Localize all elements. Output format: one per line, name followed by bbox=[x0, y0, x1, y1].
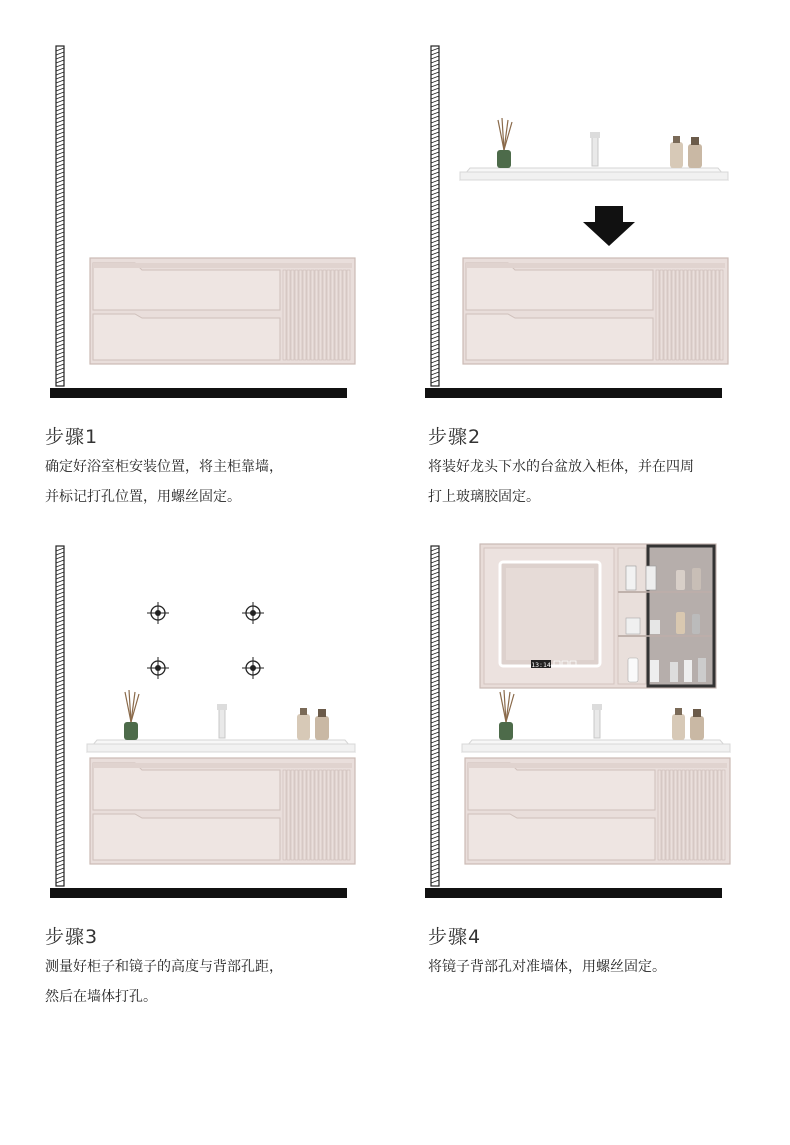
step-2-title: 步骤2 bbox=[428, 426, 482, 448]
cabinet-icon bbox=[463, 258, 728, 364]
cabinet-icon bbox=[90, 258, 355, 364]
step-1-line-1: 确定好浴室柜安装位置，将主柜靠墙， bbox=[45, 459, 283, 475]
step-2-description bbox=[428, 452, 694, 512]
wall-icon bbox=[56, 546, 64, 886]
wall-icon bbox=[56, 46, 64, 386]
step-1-panel bbox=[45, 40, 385, 510]
wall-icon bbox=[431, 46, 439, 386]
countertop-basin-icon bbox=[460, 118, 728, 180]
step-3-title: 步骤3 bbox=[45, 926, 99, 948]
step-4-panel bbox=[420, 540, 760, 1010]
wall-icon bbox=[431, 546, 439, 886]
floor-icon bbox=[50, 888, 347, 898]
step-2-line-1: 将装好龙头下水的台盆放入柜体，并在四周 bbox=[428, 459, 694, 475]
step-2-line-2: 打上玻璃胶固定。 bbox=[428, 489, 540, 505]
mirror-cabinet-icon bbox=[480, 544, 716, 688]
mirror-clock-text: 13:14 bbox=[531, 661, 551, 669]
step-1-line-2: 并标记打孔位置，用螺丝固定。 bbox=[45, 489, 241, 505]
drill-mark-icon bbox=[242, 602, 264, 624]
step-3-line-1: 测量好柜子和镜子的高度与背部孔距， bbox=[45, 959, 283, 975]
step-3-description bbox=[45, 952, 283, 1012]
step-4-line-1: 将镜子背部孔对准墙体，用螺丝固定。 bbox=[428, 959, 666, 975]
step-4-description bbox=[428, 952, 666, 982]
drill-mark-icon bbox=[147, 657, 169, 679]
countertop-basin-icon bbox=[87, 690, 355, 752]
step-1-title: 步骤1 bbox=[45, 426, 99, 448]
floor-icon bbox=[425, 888, 722, 898]
down-arrow-icon bbox=[583, 206, 635, 246]
step-3-panel bbox=[45, 540, 385, 1010]
step-4-title: 步骤4 bbox=[428, 926, 482, 948]
drill-mark-icon bbox=[147, 602, 169, 624]
floor-icon bbox=[50, 388, 347, 398]
cabinet-icon bbox=[90, 758, 355, 864]
step-1-description bbox=[45, 452, 283, 512]
countertop-basin-icon bbox=[462, 690, 730, 752]
floor-icon bbox=[425, 388, 722, 398]
step-3-line-2: 然后在墙体打孔。 bbox=[45, 989, 157, 1005]
drill-mark-icon bbox=[242, 657, 264, 679]
step-2-panel bbox=[420, 40, 760, 510]
cabinet-icon bbox=[465, 758, 730, 864]
